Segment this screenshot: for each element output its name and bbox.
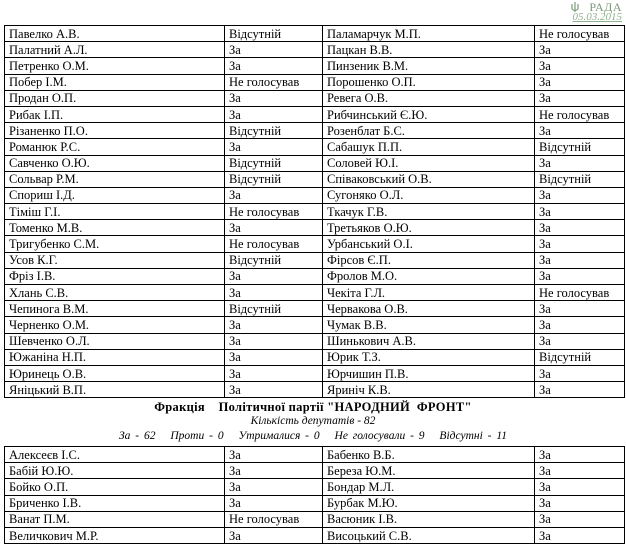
deputy-name: Романюк Р.С. <box>5 139 225 155</box>
faction-count: Кількість депутатів - 82 <box>250 415 376 427</box>
vote-result: Відсутній <box>225 301 323 317</box>
deputy-name: Бабенко В.Б. <box>323 447 535 463</box>
vote-result: За <box>225 268 323 284</box>
rada-logo <box>562 0 622 22</box>
vote-result: За <box>225 333 323 349</box>
deputy-name: Пинзеник В.М. <box>323 58 535 74</box>
deputy-name: Хлань С.В. <box>5 285 225 301</box>
table-row <box>5 447 625 463</box>
vote-result: За <box>225 349 323 365</box>
deputy-name: Тригубенко С.М. <box>5 236 225 252</box>
vote-result: За <box>535 301 625 317</box>
vote-result: За <box>535 447 625 463</box>
vote-result: Відсутній <box>225 123 323 139</box>
deputy-name: Фірсов Є.П. <box>323 252 535 268</box>
votes-table-faction <box>4 446 625 544</box>
vote-result: Відсутній <box>535 349 625 365</box>
vote-result: За <box>225 139 323 155</box>
deputy-name: Тіміш Г.І. <box>5 204 225 220</box>
deputy-name: Урбанський О.І. <box>323 236 535 252</box>
vote-result: Не голосував <box>535 285 625 301</box>
vote-result: За <box>225 382 323 398</box>
table-row <box>5 204 625 220</box>
table-row <box>5 74 625 90</box>
vote-result: За <box>535 155 625 171</box>
deputy-name: Паламарчук М.П. <box>323 26 535 42</box>
deputy-name: Юринець О.В. <box>5 365 225 381</box>
table-row <box>5 479 625 495</box>
table-row <box>5 495 625 511</box>
deputy-name: Павелко А.В. <box>5 26 225 42</box>
deputy-name: Пацкан В.В. <box>323 42 535 58</box>
deputy-name: Рибчинський Є.Ю. <box>323 106 535 122</box>
stat-ne-holosuvaly: Не голосували - 9 <box>334 430 425 442</box>
table-row <box>5 511 625 527</box>
vote-result: За <box>535 220 625 236</box>
table-row <box>5 252 625 268</box>
faction-title: Фракція Політичної партії "НАРОДНИЙ ФРОНТ" <box>154 400 472 414</box>
deputy-name: Шинькович А.В. <box>323 333 535 349</box>
deputy-name: Юрик Т.З. <box>323 349 535 365</box>
vote-result: За <box>535 252 625 268</box>
table-row <box>5 285 625 301</box>
deputy-name: Порошенко О.П. <box>323 74 535 90</box>
vote-result: Не голосував <box>225 236 323 252</box>
deputy-name: Юрчишин П.В. <box>323 365 535 381</box>
table-row <box>5 139 625 155</box>
stat-utrymalysia: Утрималися - 0 <box>238 430 320 442</box>
faction-header <box>0 400 626 444</box>
vote-result: За <box>535 495 625 511</box>
vote-result: За <box>225 463 323 479</box>
deputy-name: Ткачук Г.В. <box>323 204 535 220</box>
table-row <box>5 58 625 74</box>
deputy-name: Чепинога В.М. <box>5 301 225 317</box>
deputy-name: Бабій Ю.Ю. <box>5 463 225 479</box>
deputy-name: Продан О.П. <box>5 90 225 106</box>
deputy-name: Бондар М.Л. <box>323 479 535 495</box>
vote-result: За <box>225 447 323 463</box>
vote-result: За <box>225 220 323 236</box>
deputy-name: Третьяков О.Ю. <box>323 220 535 236</box>
vote-result: За <box>225 317 323 333</box>
deputy-name: Алексеєв І.С. <box>5 447 225 463</box>
vote-result: За <box>535 204 625 220</box>
deputy-name: Фріз І.В. <box>5 268 225 284</box>
table-row <box>5 527 625 543</box>
vote-result: За <box>225 42 323 58</box>
deputy-name: Бриченко І.В. <box>5 495 225 511</box>
vote-result: За <box>535 187 625 203</box>
deputy-name: Усов К.Г. <box>5 252 225 268</box>
vote-result: За <box>225 365 323 381</box>
vote-result: Відсутній <box>535 139 625 155</box>
stat-za: За - 62 <box>118 430 156 442</box>
vote-result: За <box>225 90 323 106</box>
table-row <box>5 365 625 381</box>
deputy-name: Шевченко О.Л. <box>5 333 225 349</box>
table-row <box>5 301 625 317</box>
table-row <box>5 268 625 284</box>
deputy-name: Васюник І.В. <box>323 511 535 527</box>
deputy-name: Червакова О.В. <box>323 301 535 317</box>
deputy-name: Южаніна Н.П. <box>5 349 225 365</box>
vote-result: За <box>535 527 625 543</box>
table-row <box>5 123 625 139</box>
vote-result: За <box>535 511 625 527</box>
table-row <box>5 26 625 42</box>
vote-result: Не голосував <box>225 204 323 220</box>
vote-result: За <box>535 317 625 333</box>
deputy-name: Бойко О.П. <box>5 479 225 495</box>
deputy-name: Співаковський О.В. <box>323 171 535 187</box>
deputy-name: Яніцький В.П. <box>5 382 225 398</box>
vote-result: Відсутній <box>225 171 323 187</box>
table-row <box>5 333 625 349</box>
vote-result: За <box>535 463 625 479</box>
vote-result: Не голосував <box>535 26 625 42</box>
deputy-name: Рибак І.П. <box>5 106 225 122</box>
vote-result: За <box>535 268 625 284</box>
table-row <box>5 382 625 398</box>
table-row <box>5 90 625 106</box>
deputy-name: Ванат П.М. <box>5 511 225 527</box>
table-row <box>5 349 625 365</box>
table-row <box>5 463 625 479</box>
vote-result: За <box>535 333 625 349</box>
vote-result: Не голосував <box>225 511 323 527</box>
deputy-name: Сугоняко О.Л. <box>323 187 535 203</box>
table-row <box>5 187 625 203</box>
deputy-name: Спориш І.Д. <box>5 187 225 203</box>
vote-result: Відсутній <box>225 252 323 268</box>
vote-result: За <box>535 365 625 381</box>
vote-result: Відсутній <box>225 26 323 42</box>
deputy-name: Савченко О.Ю. <box>5 155 225 171</box>
vote-result: Не голосував <box>535 106 625 122</box>
deputy-name: Висоцький С.В. <box>323 527 535 543</box>
deputy-name: Розенблат Б.С. <box>323 123 535 139</box>
deputy-name: Береза Ю.М. <box>323 463 535 479</box>
table-row <box>5 106 625 122</box>
vote-result: За <box>535 58 625 74</box>
vote-result: За <box>535 42 625 58</box>
vote-result: За <box>225 495 323 511</box>
vote-result: За <box>535 90 625 106</box>
vote-result: За <box>535 236 625 252</box>
deputy-name: Чекіта Г.Л. <box>323 285 535 301</box>
stat-proty: Проти - 0 <box>170 430 224 442</box>
votes-table-top <box>4 25 625 398</box>
deputy-name: Різаненко П.О. <box>5 123 225 139</box>
deputy-name: Побер І.М. <box>5 74 225 90</box>
vote-result: За <box>225 58 323 74</box>
faction-stats <box>0 428 626 444</box>
vote-result: За <box>225 187 323 203</box>
deputy-name: Ревега О.В. <box>323 90 535 106</box>
deputy-name: Фролов М.О. <box>323 268 535 284</box>
stat-vidsutni: Відсутні - 11 <box>439 430 508 442</box>
deputy-name: Величкович М.Р. <box>5 527 225 543</box>
deputy-name: Черненко О.М. <box>5 317 225 333</box>
deputy-name: Яриніч К.В. <box>323 382 535 398</box>
table-row <box>5 317 625 333</box>
logo-name: РАДА <box>589 0 622 14</box>
deputy-name: Соловей Ю.І. <box>323 155 535 171</box>
vote-result: За <box>535 123 625 139</box>
vote-result: За <box>535 382 625 398</box>
vote-result: Відсутній <box>535 171 625 187</box>
deputy-name: Петренко О.М. <box>5 58 225 74</box>
deputy-name: Палатний А.Л. <box>5 42 225 58</box>
vote-result: За <box>535 479 625 495</box>
vote-result: Відсутній <box>225 155 323 171</box>
table-row <box>5 155 625 171</box>
vote-result: За <box>535 74 625 90</box>
deputy-name: Чумак В.В. <box>323 317 535 333</box>
vote-result: За <box>225 527 323 543</box>
deputy-name: Сабашук П.П. <box>323 139 535 155</box>
table-row <box>5 42 625 58</box>
vote-result: За <box>225 285 323 301</box>
table-row <box>5 236 625 252</box>
table-row <box>5 220 625 236</box>
table-row <box>5 171 625 187</box>
vote-result: Не голосував <box>225 74 323 90</box>
deputy-name: Томенко М.В. <box>5 220 225 236</box>
logo-date: 05.03.2015 <box>572 11 622 23</box>
deputy-name: Бурбак М.Ю. <box>323 495 535 511</box>
vote-result: За <box>225 479 323 495</box>
vote-result: За <box>225 106 323 122</box>
deputy-name: Сольвар Р.М. <box>5 171 225 187</box>
